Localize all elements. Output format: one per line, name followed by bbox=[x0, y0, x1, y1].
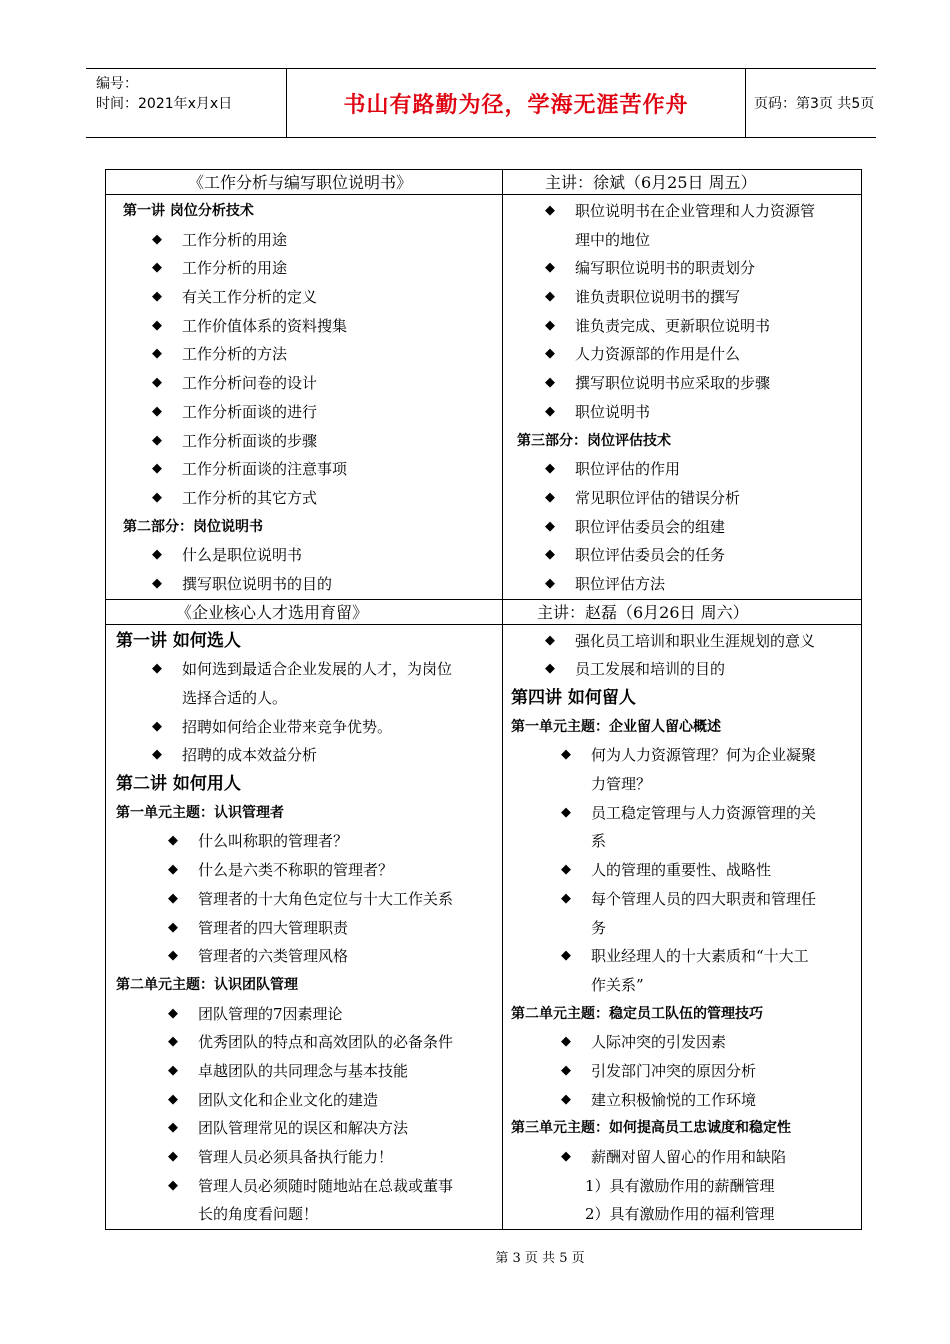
list-item bbox=[106, 340, 502, 369]
list-item bbox=[503, 312, 861, 341]
list-item-text: 管理者的六类管理风格 bbox=[198, 947, 349, 966]
list-item-text: 建立积极愉悦的工作环境 bbox=[591, 1090, 757, 1109]
section-heading bbox=[106, 971, 502, 1000]
list-item bbox=[106, 684, 502, 713]
list-item bbox=[503, 627, 861, 656]
bullet-diamond-icon: ◆ bbox=[561, 948, 571, 964]
list-item-text: 人际冲突的引发因素 bbox=[591, 1033, 727, 1052]
list-item bbox=[503, 570, 861, 599]
section-heading bbox=[503, 1114, 861, 1143]
bullet-diamond-icon: ◆ bbox=[168, 948, 178, 964]
list-item-text: 招聘如何给企业带来竞争优势。 bbox=[182, 717, 393, 736]
bullet-diamond-icon: ◆ bbox=[545, 260, 555, 276]
list-item-text: 系 bbox=[591, 832, 607, 851]
list-item-text: 工作分析面谈的进行 bbox=[182, 402, 318, 421]
course2-title: 《企业核心人才选用育留》 bbox=[176, 602, 369, 622]
bullet-diamond-icon: ◆ bbox=[168, 833, 178, 849]
list-item bbox=[503, 455, 861, 484]
section-heading bbox=[503, 684, 861, 713]
list-item-text: 团队文化和企业文化的建造 bbox=[198, 1090, 379, 1109]
list-item-text: 何为人力资源管理？何为企业凝聚 bbox=[591, 746, 817, 765]
list-item-text: 薪酬对留人留心的作用和缺陷 bbox=[591, 1148, 787, 1166]
course2-right-col bbox=[503, 624, 862, 1229]
bullet-diamond-icon: ◆ bbox=[545, 489, 555, 505]
course2-title-cell bbox=[106, 599, 503, 624]
list-item bbox=[106, 455, 502, 484]
bullet-diamond-icon: ◆ bbox=[168, 1177, 178, 1193]
list-item-text: 工作分析的方法 bbox=[182, 345, 288, 364]
list-item-text: 团队管理常见的误区和解决方法 bbox=[198, 1119, 409, 1138]
list-item bbox=[106, 713, 502, 742]
bullet-diamond-icon: ◆ bbox=[152, 432, 162, 448]
list-item bbox=[503, 741, 861, 770]
bullet-diamond-icon: ◆ bbox=[152, 231, 162, 247]
list-item bbox=[503, 1200, 861, 1229]
list-item-text: 什么叫称职的管理者？ bbox=[198, 832, 349, 851]
list-item bbox=[106, 312, 502, 341]
list-item bbox=[106, 655, 502, 684]
section-heading bbox=[503, 427, 861, 456]
list-item-text: 职位说明书在企业管理和人力资源管 bbox=[575, 202, 816, 220]
list-item-text: 招聘的成本效益分析 bbox=[182, 746, 318, 765]
bullet-diamond-icon: ◆ bbox=[561, 1149, 571, 1164]
list-item bbox=[106, 484, 502, 513]
list-item-text: 引发部门冲突的原因分析 bbox=[591, 1061, 757, 1080]
list-item bbox=[503, 398, 861, 427]
list-item bbox=[106, 1172, 502, 1201]
list-item-text: 如何选到最适合企业发展的人才，为岗位 bbox=[182, 660, 453, 679]
list-item bbox=[106, 1057, 502, 1086]
bullet-diamond-icon: ◆ bbox=[152, 346, 162, 362]
bullet-diamond-icon: ◆ bbox=[545, 518, 555, 534]
course1-speaker-cell bbox=[503, 170, 862, 195]
list-item bbox=[503, 197, 861, 226]
list-item bbox=[503, 484, 861, 513]
list-item-text: 力管理？ bbox=[591, 775, 652, 794]
list-item-text: 员工稳定管理与人力资源管理的关 bbox=[591, 803, 817, 822]
bullet-diamond-icon: ◆ bbox=[561, 1062, 571, 1078]
bullet-diamond-icon: ◆ bbox=[168, 1091, 178, 1107]
bullet-diamond-icon: ◆ bbox=[545, 203, 555, 218]
list-item bbox=[106, 570, 502, 599]
bullet-diamond-icon: ◆ bbox=[545, 289, 555, 305]
bullet-diamond-icon: ◆ bbox=[152, 260, 162, 276]
list-item bbox=[106, 254, 502, 283]
bullet-diamond-icon: ◆ bbox=[545, 661, 555, 677]
list-item-text: 1）具有激励作用的薪酬管理 bbox=[585, 1176, 775, 1195]
list-item-text: 团队管理的7因素理论 bbox=[198, 1004, 343, 1023]
bullet-diamond-icon: ◆ bbox=[545, 547, 555, 563]
list-item-text: 长的角度看问题！ bbox=[198, 1205, 319, 1224]
list-item-text: 职位评估委员会的组建 bbox=[575, 517, 726, 536]
list-item-text: 卓越团队的共同理念与基本技能 bbox=[198, 1061, 409, 1080]
bullet-diamond-icon: ◆ bbox=[168, 862, 178, 878]
list-item bbox=[106, 1114, 502, 1143]
list-item-text: 管理者的十大角色定位与十大工作关系 bbox=[198, 889, 454, 908]
list-item-text: 撰写职位说明书应采取的步骤 bbox=[575, 374, 771, 393]
list-item-text: 工作分析的用途 bbox=[182, 230, 288, 249]
list-item-text: 人力资源部的作用是什么 bbox=[575, 345, 741, 364]
list-item bbox=[503, 885, 861, 914]
bullet-diamond-icon: ◆ bbox=[152, 575, 162, 591]
doc-number-label: 编号： bbox=[96, 76, 138, 92]
list-item bbox=[106, 741, 502, 770]
heading-text: 第一单元主题：企业留人留心概述 bbox=[511, 718, 721, 735]
heading-text: 第二单元主题：认识团队管理 bbox=[116, 976, 298, 993]
course1-title: 《工作分析与编写职位说明书》 bbox=[188, 173, 413, 192]
list-item bbox=[106, 1086, 502, 1115]
list-item bbox=[503, 1086, 861, 1115]
list-item bbox=[503, 254, 861, 283]
doc-time-label: 时间：2021年x月x日 bbox=[96, 96, 233, 112]
list-item bbox=[106, 427, 502, 456]
heading-text: 第三部分：岗位评估技术 bbox=[517, 432, 671, 449]
bullet-diamond-icon: ◆ bbox=[152, 375, 162, 391]
list-item bbox=[106, 283, 502, 312]
list-item bbox=[503, 283, 861, 312]
section-heading bbox=[503, 713, 861, 742]
list-item bbox=[106, 856, 502, 885]
list-item-text: 管理人员必须随时随地站在总裁或董事 bbox=[198, 1176, 454, 1195]
list-item-text: 管理人员必须具备执行能力！ bbox=[198, 1148, 394, 1166]
list-item-text: 职业经理人的十大素质和“十大工 bbox=[591, 947, 809, 966]
header-meta bbox=[86, 69, 286, 137]
list-item bbox=[503, 1172, 861, 1201]
heading-text: 第三单元主题：如何提高员工忠诚度和稳定性 bbox=[511, 1120, 791, 1137]
header-page-label: 页码：第3页 共5页 bbox=[754, 96, 875, 112]
bullet-diamond-icon: ◆ bbox=[561, 747, 571, 763]
bullet-diamond-icon: ◆ bbox=[168, 919, 178, 935]
list-item-text: 工作分析面谈的注意事项 bbox=[182, 460, 348, 479]
list-item bbox=[503, 513, 861, 542]
course1-left-col bbox=[106, 195, 503, 600]
list-item bbox=[106, 914, 502, 943]
list-item bbox=[106, 1028, 502, 1057]
bullet-diamond-icon: ◆ bbox=[152, 317, 162, 333]
list-item-text: 撰写职位说明书的目的 bbox=[182, 574, 333, 593]
section-heading bbox=[106, 627, 502, 656]
course1-title-cell bbox=[106, 170, 503, 195]
list-item bbox=[503, 1028, 861, 1057]
bullet-diamond-icon: ◆ bbox=[545, 403, 555, 419]
section-heading bbox=[503, 1000, 861, 1029]
bullet-diamond-icon: ◆ bbox=[561, 862, 571, 878]
list-item-text: 员工发展和培训的目的 bbox=[575, 660, 726, 679]
bullet-diamond-icon: ◆ bbox=[152, 718, 162, 734]
list-item-text: 工作分析问卷的设计 bbox=[182, 374, 318, 393]
list-item-text: 管理者的四大管理职责 bbox=[198, 918, 349, 937]
list-item bbox=[503, 856, 861, 885]
bullet-diamond-icon: ◆ bbox=[545, 461, 555, 477]
list-item bbox=[503, 369, 861, 398]
list-item bbox=[106, 942, 502, 971]
footer-page-number: 第 3 页 共 5 页 bbox=[495, 1251, 585, 1266]
page-header bbox=[86, 68, 876, 138]
list-item-text: 工作价值体系的资料搜集 bbox=[182, 316, 348, 335]
list-item bbox=[503, 770, 861, 799]
list-item-text: 2）具有激励作用的福利管理 bbox=[585, 1205, 775, 1224]
list-item-text: 务 bbox=[591, 918, 607, 937]
list-item bbox=[503, 541, 861, 570]
list-item-text: 理中的地位 bbox=[575, 230, 651, 249]
list-item bbox=[106, 1000, 502, 1029]
list-item bbox=[503, 1143, 861, 1172]
bullet-diamond-icon: ◆ bbox=[545, 317, 555, 333]
list-item-text: 每个管理人员的四大职责和管理任 bbox=[591, 889, 817, 908]
section-heading bbox=[106, 513, 502, 542]
bullet-diamond-icon: ◆ bbox=[168, 1120, 178, 1136]
bullet-diamond-icon: ◆ bbox=[561, 1034, 571, 1050]
bullet-diamond-icon: ◆ bbox=[168, 1034, 178, 1050]
list-item-text: 职位评估方法 bbox=[575, 574, 666, 593]
list-item-text: 有关工作分析的定义 bbox=[182, 288, 318, 307]
list-item-text: 工作分析的用途 bbox=[182, 259, 288, 278]
list-item bbox=[106, 398, 502, 427]
list-item-text: 优秀团队的特点和高效团队的必备条件 bbox=[198, 1033, 454, 1052]
course2-speaker: 主讲：赵磊（6月26日 周六） bbox=[537, 602, 749, 622]
list-item bbox=[503, 827, 861, 856]
bullet-diamond-icon: ◆ bbox=[168, 1149, 178, 1164]
list-item bbox=[503, 799, 861, 828]
heading-text: 第四讲 如何留人 bbox=[511, 688, 636, 708]
list-item bbox=[503, 914, 861, 943]
page-footer bbox=[0, 1247, 950, 1266]
bullet-diamond-icon: ◆ bbox=[545, 632, 555, 648]
list-item-text: 职位评估的作用 bbox=[575, 460, 681, 479]
list-item bbox=[503, 1057, 861, 1086]
list-item bbox=[106, 369, 502, 398]
heading-text: 第一单元主题：认识管理者 bbox=[116, 804, 284, 821]
section-heading bbox=[106, 197, 502, 226]
list-item-text: 工作分析面谈的步骤 bbox=[182, 431, 318, 450]
bullet-diamond-icon: ◆ bbox=[152, 547, 162, 563]
list-item-text: 什么是职位说明书 bbox=[182, 546, 303, 565]
list-item-text: 人的管理的重要性、战略性 bbox=[591, 861, 772, 880]
bullet-diamond-icon: ◆ bbox=[561, 804, 571, 820]
list-item bbox=[106, 885, 502, 914]
list-item-text: 什么是六类不称职的管理者？ bbox=[198, 861, 394, 880]
bullet-diamond-icon: ◆ bbox=[152, 747, 162, 763]
heading-text: 第二部分：岗位说明书 bbox=[123, 518, 263, 535]
bullet-diamond-icon: ◆ bbox=[561, 1091, 571, 1107]
list-item bbox=[503, 942, 861, 971]
list-item-text: 编写职位说明书的职责划分 bbox=[575, 259, 756, 278]
list-item bbox=[503, 971, 861, 1000]
list-item bbox=[503, 655, 861, 684]
bullet-diamond-icon: ◆ bbox=[168, 890, 178, 906]
list-item-text: 工作分析的其它方式 bbox=[182, 488, 318, 507]
bullet-diamond-icon: ◆ bbox=[545, 375, 555, 391]
list-item-text: 常见职位评估的错误分析 bbox=[575, 488, 741, 507]
list-item bbox=[106, 541, 502, 570]
list-item bbox=[106, 1200, 502, 1229]
list-item-text: 谁负责完成、更新职位说明书 bbox=[575, 316, 771, 335]
list-item bbox=[106, 226, 502, 255]
bullet-diamond-icon: ◆ bbox=[152, 403, 162, 419]
bullet-diamond-icon: ◆ bbox=[152, 461, 162, 477]
list-item bbox=[106, 1143, 502, 1172]
list-item-text: 选择合适的人。 bbox=[182, 689, 288, 707]
bullet-diamond-icon: ◆ bbox=[152, 489, 162, 505]
list-item-text: 职位评估委员会的任务 bbox=[575, 546, 726, 565]
list-item-text: 强化员工培训和职业生涯规划的意义 bbox=[575, 631, 816, 650]
section-heading bbox=[106, 799, 502, 828]
heading-text: 第二单元主题：稳定员工队伍的管理技巧 bbox=[511, 1005, 763, 1022]
course2-speaker-cell bbox=[503, 599, 862, 624]
bullet-diamond-icon: ◆ bbox=[561, 890, 571, 906]
list-item-text: 谁负责职位说明书的撰写 bbox=[575, 288, 741, 307]
course2-left-col bbox=[106, 624, 503, 1229]
heading-text: 第一讲 如何选人 bbox=[116, 630, 241, 651]
list-item-text: 职位说明书 bbox=[575, 402, 651, 421]
header-motto: 书山有路勤为径，学海无涯苦作舟 bbox=[286, 69, 746, 137]
list-item bbox=[503, 226, 861, 255]
bullet-diamond-icon: ◆ bbox=[168, 1062, 178, 1078]
bullet-diamond-icon: ◆ bbox=[545, 346, 555, 362]
bullet-diamond-icon: ◆ bbox=[168, 1005, 178, 1021]
course1-right-col bbox=[503, 195, 862, 600]
course-table bbox=[105, 169, 862, 1230]
bullet-diamond-icon: ◆ bbox=[152, 661, 162, 677]
heading-text: 第一讲 岗位分析技术 bbox=[123, 203, 254, 219]
list-item bbox=[503, 340, 861, 369]
section-heading bbox=[106, 770, 502, 799]
bullet-diamond-icon: ◆ bbox=[545, 575, 555, 591]
heading-text: 第二讲 如何用人 bbox=[116, 774, 241, 795]
bullet-diamond-icon: ◆ bbox=[152, 289, 162, 305]
list-item bbox=[106, 827, 502, 856]
course1-speaker: 主讲：徐斌（6月25日 周五） bbox=[545, 173, 757, 192]
list-item-text: 作关系” bbox=[591, 975, 644, 994]
